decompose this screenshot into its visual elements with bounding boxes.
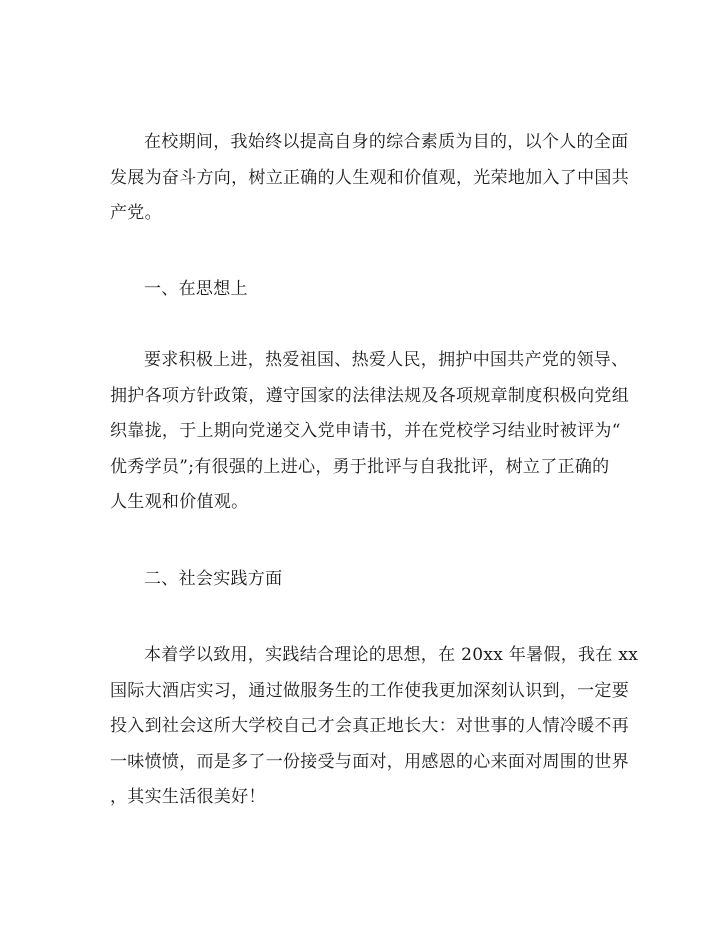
text-line: 本着学以致用，实践结合理论的思想，在 20xx 年暑假，我在 xx: [144, 645, 639, 665]
paragraph-practice: [110, 638, 639, 816]
text-line: 国际大酒店实习，通过做服务生的工作使我更加深刻认识到，一定要: [110, 680, 629, 701]
text-line: 投入到社会这所大学校自己才会真正地长大：对世事的人情冷暖不再: [110, 716, 629, 736]
text-line: 产党。: [110, 203, 162, 223]
text-line: 人生观和价值观。: [110, 492, 249, 512]
text-line: 优秀学员”;有很强的上进心，勇于批评与自我批评，树立了正确的: [110, 456, 610, 477]
text-line: 织靠拢，于上期向党递交入党申请书，并在党校学习结业时被评为“: [110, 421, 621, 441]
paragraph-intro: [110, 125, 629, 232]
text-line: 在校期间，我始终以提高自身的综合素质为目的，以个人的全面: [144, 132, 629, 152]
text-line: ，其实生活很美好！: [110, 787, 266, 807]
section-heading-ideology: 一、在思想上: [144, 279, 248, 299]
text-line: 发展为奋斗方向，树立正确的人生观和价值观，光荣地加入了中国共: [110, 167, 629, 188]
text-line: 一味愤愤，而是多了一份接受与面对，用感恩的心来面对周围的世界: [110, 751, 629, 772]
paragraph-ideology: [110, 343, 629, 521]
text-line: 要求积极上进，热爱祖国、热爱人民，拥护中国共产党的领导、: [144, 350, 629, 370]
text-line: 拥护各项方针政策，遵守国家的法律法规及各项规章制度积极向党组: [110, 385, 629, 406]
section-heading-practice: 二、社会实践方面: [144, 569, 283, 589]
